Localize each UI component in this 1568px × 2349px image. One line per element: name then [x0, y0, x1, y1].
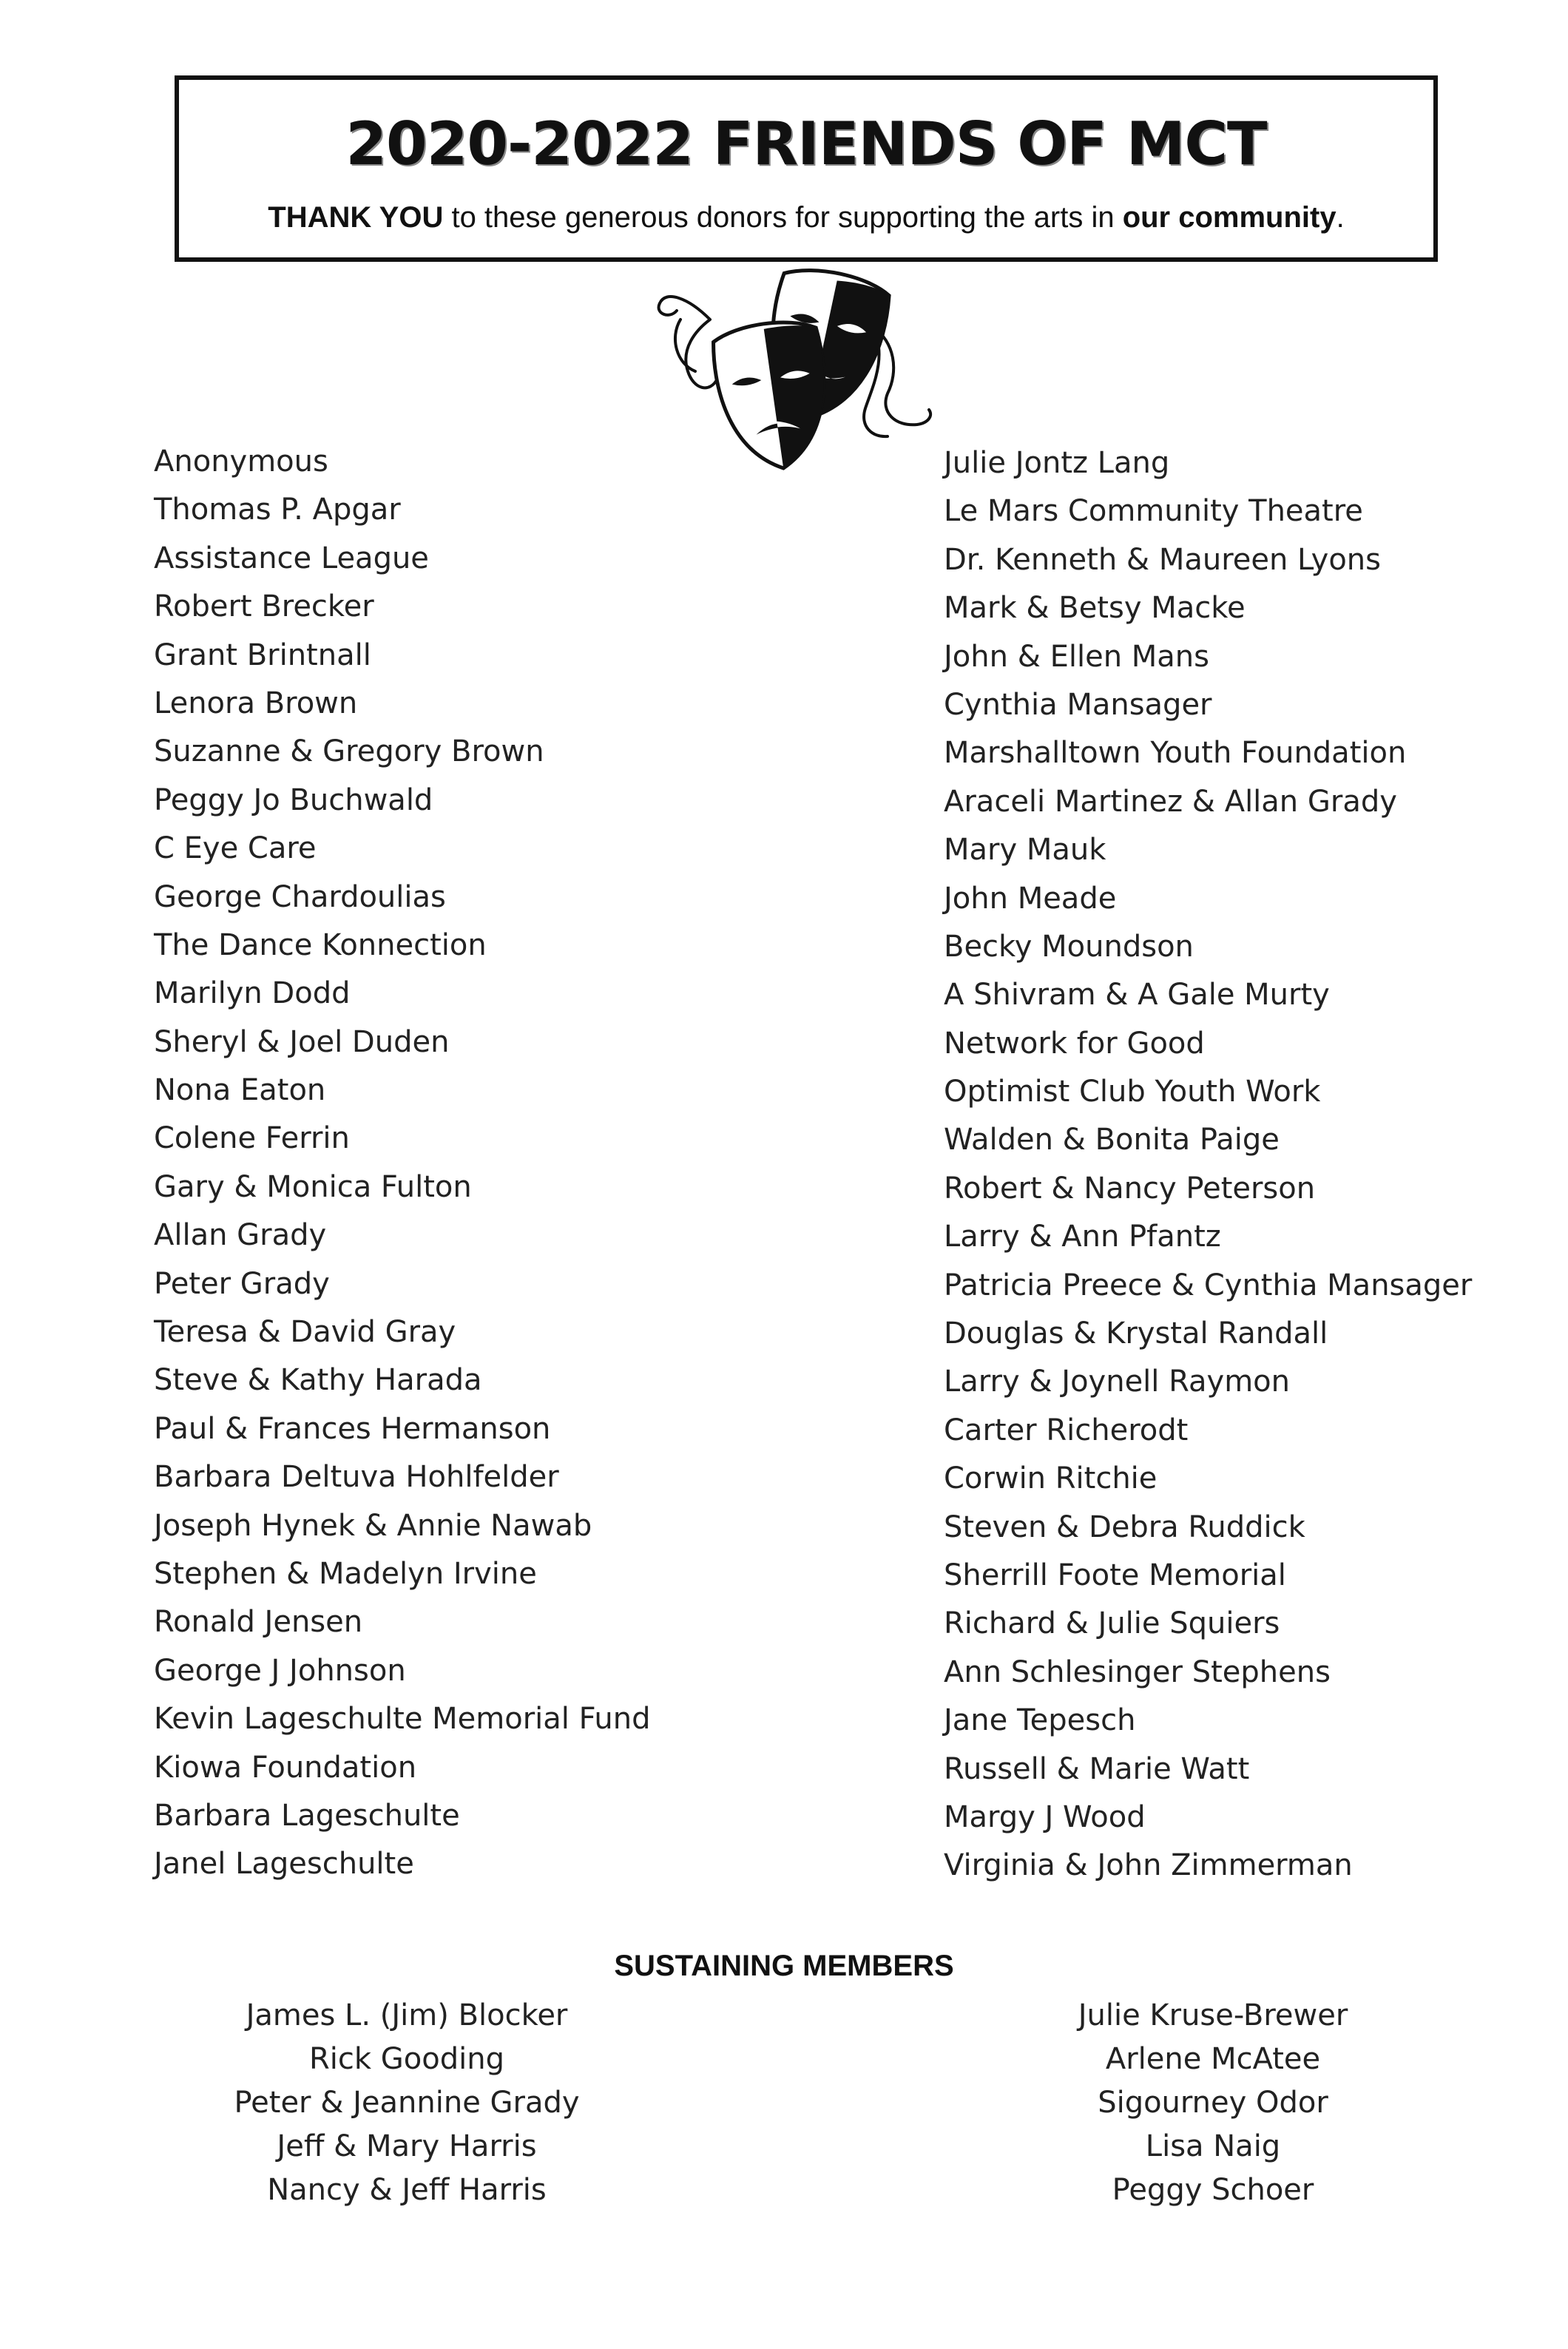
donor-list-right [944, 439, 1472, 1890]
list-item: Mary Mauk [944, 833, 1106, 868]
list-item: Douglas & Krystal Randall [944, 1317, 1328, 1351]
list-item: Jeff & Mary Harris [277, 2129, 537, 2163]
sustaining-members-heading: SUSTAINING MEMBERS [614, 1950, 954, 1982]
list-item: Optimist Club Youth Work [944, 1075, 1321, 1109]
list-item: Julie Kruse-Brewer [1078, 1998, 1348, 2032]
list-item: Arlene McAtee [1105, 2042, 1321, 2076]
thank-you-text: to these generous donors for supporting the arts in [443, 201, 1123, 234]
list-item: Jane Tepesch [944, 1703, 1136, 1738]
list-item: Dr. Kenneth & Maureen Lyons [944, 542, 1381, 577]
list-item: Allan Grady [154, 1218, 327, 1253]
sustaining-list-right [954, 1994, 1472, 2212]
list-item: Janel Lageschulte [154, 1847, 414, 1882]
list-item: Sheryl & Joel Duden [154, 1024, 450, 1059]
thank-you-period: . [1336, 201, 1345, 234]
list-item: Richard & Julie Squiers [944, 1606, 1280, 1641]
list-item: Gary & Monica Fulton [154, 1169, 472, 1204]
list-item: Peter & Jeannine Grady [234, 2086, 580, 2120]
list-item: Joseph Hynek & Annie Nawab [154, 1508, 592, 1543]
thank-you-strong: THANK YOU [268, 201, 444, 234]
sustaining-list-left [148, 1994, 666, 2212]
list-item: Peggy Schoer [1112, 2173, 1314, 2207]
thank-you-line [179, 201, 1433, 234]
list-item: Ronald Jensen [154, 1605, 363, 1640]
list-item: Lisa Naig [1145, 2129, 1281, 2163]
page-title: 2020-2022 FRIENDS OF MCT [345, 109, 1267, 178]
list-item: Teresa & David Gray [154, 1315, 456, 1350]
list-item: Nona Eaton [154, 1073, 326, 1108]
list-item: Marilyn Dodd [154, 976, 351, 1011]
list-item: Assistance League [154, 541, 429, 575]
list-item: Lenora Brown [154, 686, 358, 720]
list-item: Grant Brintnall [154, 638, 371, 672]
list-item: Walden & Bonita Paige [944, 1123, 1280, 1157]
list-item: Steven & Debra Ruddick [944, 1510, 1305, 1544]
list-item: C Eye Care [154, 831, 317, 866]
title-box [175, 75, 1438, 262]
list-item: Le Mars Community Theatre [944, 494, 1363, 529]
list-item: Ann Schlesinger Stephens [944, 1655, 1331, 1689]
list-item: A Shivram & A Gale Murty [944, 978, 1330, 1013]
donor-list-left [154, 438, 651, 1889]
list-item: Mark & Betsy Macke [944, 591, 1246, 626]
list-item: Larry & Joynell Raymon [944, 1365, 1291, 1399]
list-item: Margy J Wood [944, 1799, 1146, 1834]
list-item: John & Ellen Mans [944, 639, 1209, 674]
list-item: Sigourney Odor [1098, 2086, 1328, 2120]
list-item: Stephen & Madelyn Irvine [154, 1556, 537, 1591]
list-item: Kiowa Foundation [154, 1750, 417, 1785]
list-item: The Dance Konnection [154, 927, 487, 962]
list-item: Patricia Preece & Cynthia Mansager [944, 1268, 1473, 1302]
list-item: Sherrill Foote Memorial [944, 1558, 1286, 1592]
list-item: Peggy Jo Buchwald [154, 783, 433, 817]
community-strong: our community [1122, 201, 1336, 234]
list-item: Colene Ferrin [154, 1121, 350, 1156]
list-item: Anonymous [154, 445, 328, 479]
list-item: George Chardoulias [154, 879, 446, 914]
list-item: Robert & Nancy Peterson [944, 1171, 1316, 1206]
list-item: Virginia & John Zimmerman [944, 1848, 1353, 1883]
list-item: Peter Grady [154, 1266, 330, 1301]
list-item: Cynthia Mansager [944, 687, 1212, 722]
list-item: Russell & Marie Watt [944, 1751, 1250, 1786]
list-item: Barbara Deltuva Hohlfelder [154, 1460, 559, 1495]
list-item: Paul & Frances Hermanson [154, 1411, 551, 1446]
list-item: Carter Richerodt [944, 1413, 1189, 1447]
list-item: Thomas P. Apgar [154, 493, 401, 527]
list-item: Network for Good [944, 1026, 1205, 1061]
list-item: Julie Jontz Lang [944, 446, 1170, 480]
list-item: Marshalltown Youth Foundation [944, 736, 1407, 771]
list-item: James L. (Jim) Blocker [246, 1998, 568, 2032]
list-item: Robert Brecker [154, 589, 374, 624]
list-item: Becky Moundson [944, 929, 1194, 964]
list-item: Nancy & Jeff Harris [267, 2173, 547, 2207]
list-item: John Meade [944, 881, 1117, 916]
list-item: Barbara Lageschulte [154, 1798, 460, 1833]
list-item: Larry & Ann Pfantz [944, 1220, 1221, 1254]
list-item: George J Johnson [154, 1653, 406, 1688]
list-item: Corwin Ritchie [944, 1461, 1158, 1496]
list-item: Suzanne & Gregory Brown [154, 734, 544, 769]
list-item: Rick Gooding [309, 2042, 504, 2076]
list-item: Kevin Lageschulte Memorial Fund [154, 1702, 651, 1737]
theater-masks-icon [651, 268, 939, 471]
list-item: Araceli Martinez & Allan Grady [944, 784, 1397, 819]
list-item: Steve & Kathy Harada [154, 1363, 482, 1398]
